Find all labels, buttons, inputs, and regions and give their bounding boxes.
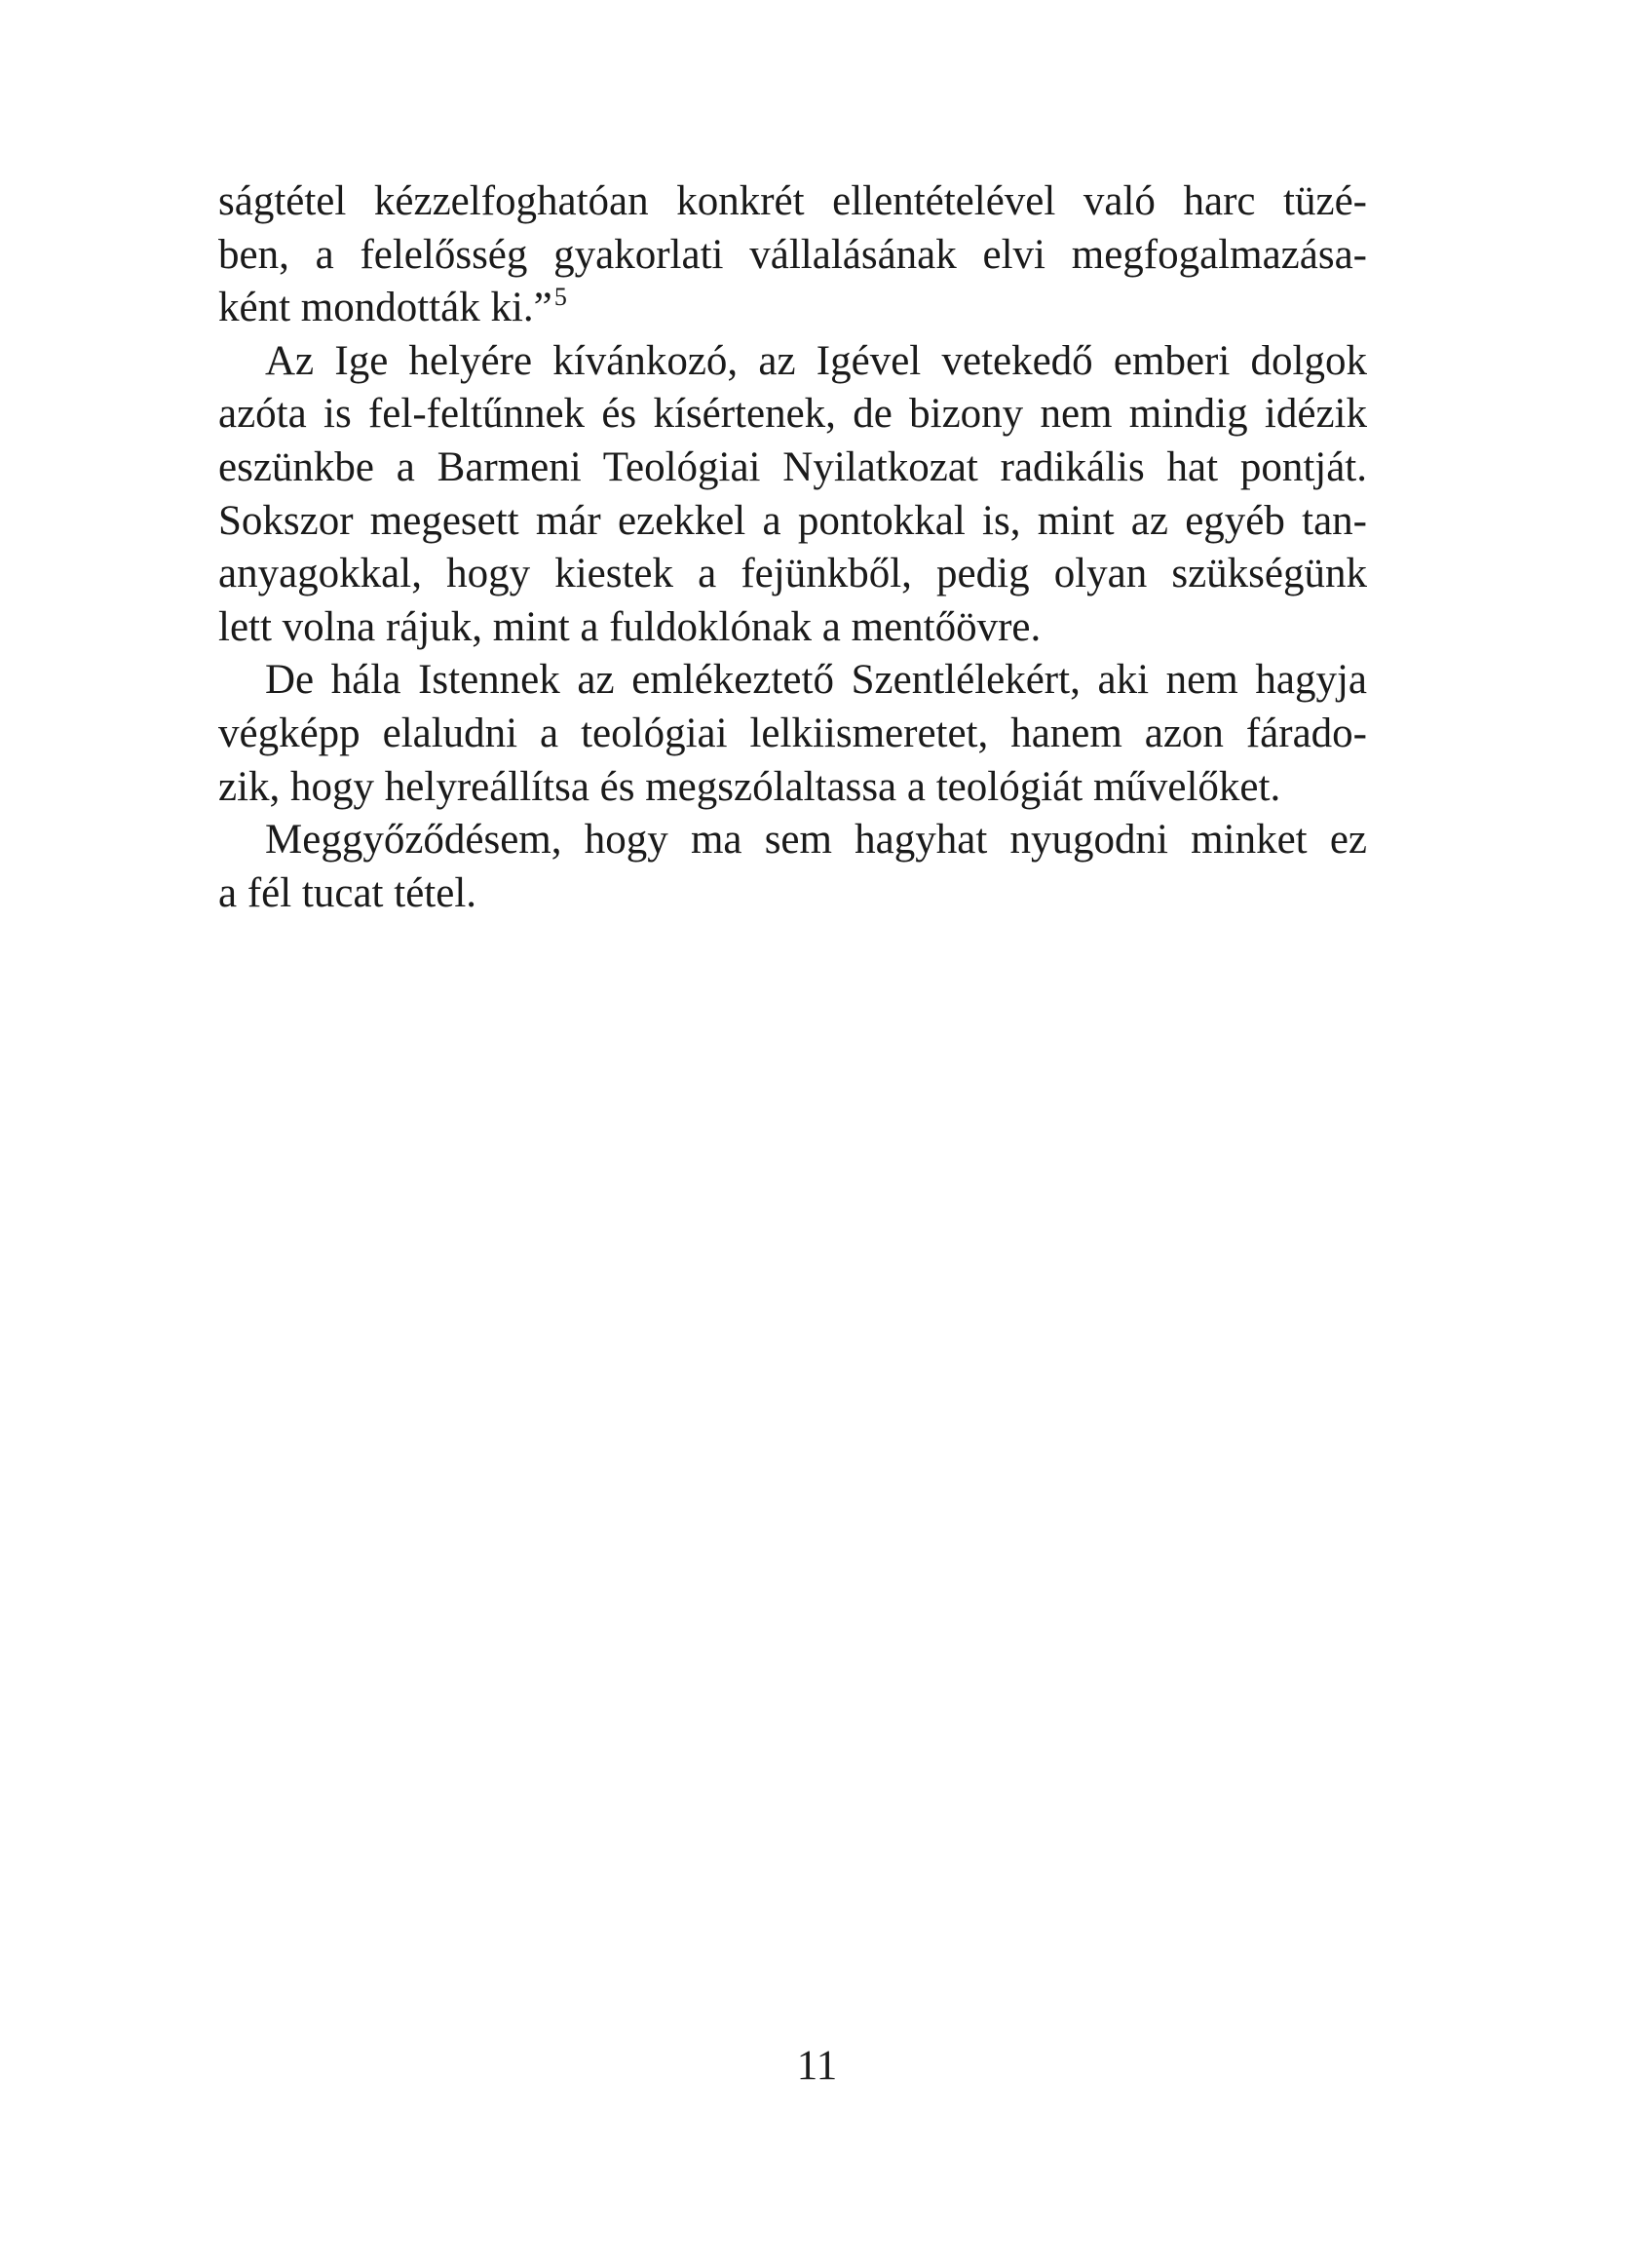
- paragraph: [218, 814, 1367, 920]
- text-line: [218, 282, 1367, 335]
- text-line: lett volna rájuk, mint a fuldoklónak a mentőövre.: [218, 603, 1042, 650]
- text-line: Sokszor megesett már ezekkel a pontokkal is, mint az egyéb tan-: [218, 497, 1367, 544]
- text-line: ságtétel kézzelfoghatóan konkrét ellentételével való harc tüzé-: [218, 178, 1367, 224]
- text-line: azóta is fel-feltűnnek és kísértenek, de bizony nem mindig idézik: [218, 391, 1367, 438]
- text-line: zik, hogy helyreállítsa és megszólaltassa a teológiát művelőket.: [218, 763, 1281, 810]
- paragraph: [218, 335, 1367, 655]
- page-number: 11: [796, 2043, 838, 2089]
- footnote-number: 5: [553, 283, 567, 312]
- footnote-reference: [552, 283, 567, 311]
- paragraph: [218, 175, 1367, 335]
- text-line: ben, a felelősség gyakorlati vállalásának elvi megfogalmazása-: [218, 231, 1367, 278]
- text-line: eszünkbe a Barmeni Teológiai Nyilatkozat radikális hat pontját.: [218, 443, 1367, 490]
- text-line: Meggyőződésem, hogy ma sem hagyhat nyugodni minket ez: [265, 817, 1367, 864]
- text-line: De hála Istennek az emlékeztető Szentlélekért, aki nem hagyja: [265, 657, 1367, 704]
- text-line: Az Ige helyére kívánkozó, az Igével vetekedő emberi dolgok: [265, 337, 1367, 384]
- paragraph: [218, 654, 1367, 814]
- text-line: anyagokkal, hogy kiestek a fejünkből, pedig olyan szükségünk: [218, 551, 1367, 597]
- text-line: végképp elaludni a teológiai lelkiismeretet, hanem azon fárado-: [218, 710, 1367, 756]
- text-line-content: ként mondották ki.”: [218, 285, 552, 331]
- text-line: a fél tucat tétel.: [218, 869, 477, 916]
- body-text: [218, 175, 1367, 920]
